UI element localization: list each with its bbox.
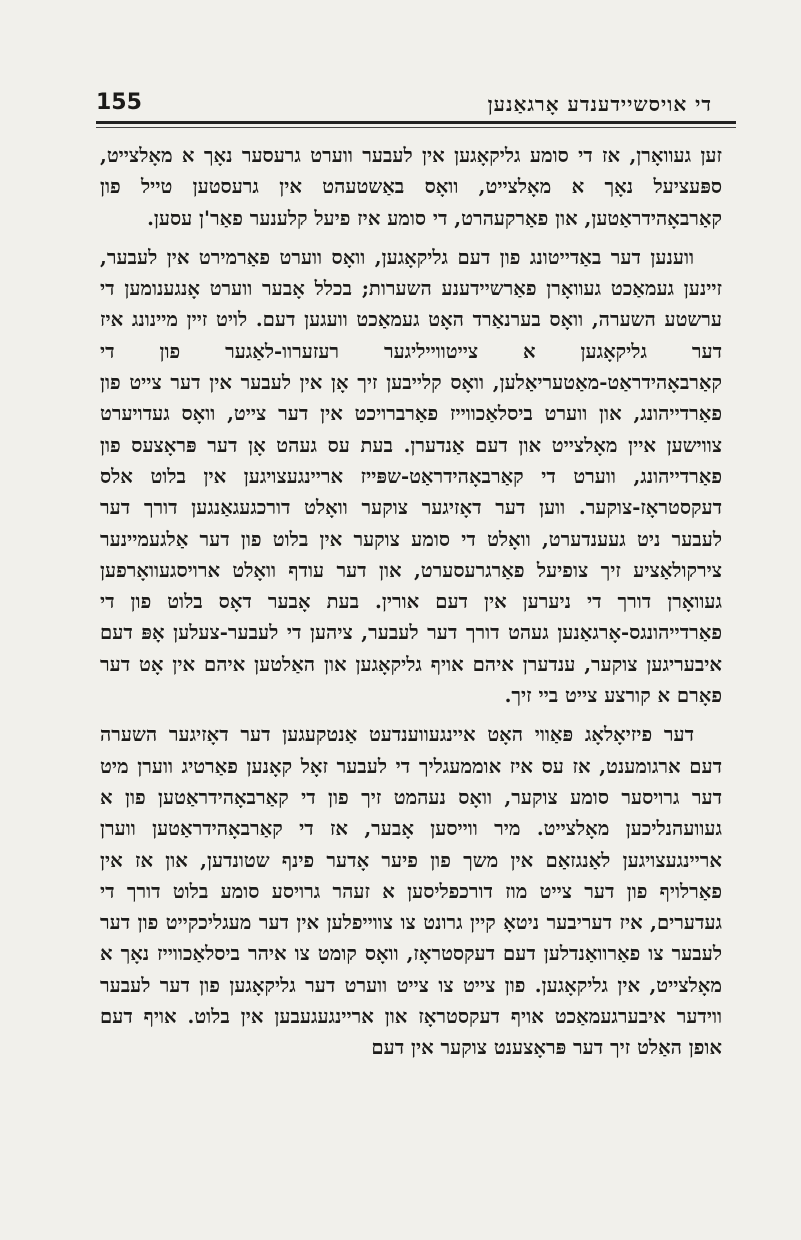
- header-rule-thin: [96, 127, 736, 128]
- paragraph: ווענען דער באַדייטונג פון דעם גליקאָגען, וואָס ווערט פאַרמירט אין לעבער, זיינען געמאַכט געוואָרן פאַרשיידענע השערות; בכלל אָבער ווערט אָנגענומען די ערשטע השערה, וואָס בערנאַרד האָט געמאַכט וועגען דעם. לויט זיין מיינונג איז דער גליקאָגען א צייטווייליגער רעזערוו-לאַגער פון די קאַרבאָהידראַט-מאַטעריאַלען, וואָס קלייבען זיך אָן אין לעבער אין דער צייט פון פאַרדייהונג, און ווערט ביסלאַכווייז פאַרברויכט אין דער צייט, וואָס געדויערט צווישען איין מאָלצייט און דעם אַנדערן. בעת עס געהט אָן דער פּראָצעס פון פאַרדייהונג, ווערט די קאַרבאָהידראַט-שפּייז אריינגעצויגען אין בלוט אלס דעקסטראָז-צוקער. ווען דער דאָזיגער צוקער וואָלט דורכגעגאַנגען דורך דער לעבער ניט געענדערט, וואָלט די סומע צוקער אין בלוט פון דער אַלגעמיינער צירקולאַציע זיך צופיעל פאַרגרעסערט, און דער עודף וואָלט ארויסגעוואָרפען געוואָרן דורך די ניערען אין דעם אורין. בעת אָבער דאָס בלוט פון די פאַרדייהונגס-אָרגאַנען געהט דורך דער לעבער, ציהען די לעבער-צעלען אָפּ דעם איבעריגען צוקער, ענדערן איהם אויף גליקאָגען און האַלטען איהם אין אָט דער פאָרם א קורצע צייט ביי זיך.: [100, 245, 722, 708]
- paragraph: דער פיזיאָלאָג פּאַווי האָט איינגעווענדעט אַנטקעגען דער דאָזיגער השערה דעם ארגומענט, אז עס איז אוממעגליך די לעבער זאָל קאָנען פאַרטיג ווערן מיט דער גרויסער סומע צוקער, וואָס נעהמט זיך פון די קאַרבאָהידראַטען פון א געוועהנליכען מאָלצייט. מיר ווייסען אָבער, אז די קאַרבאָהידראַטען ווערן אריינגעצויגען לאַנגזאַם אין משך פון פיער אָדער פינף שטונדען, און אז אין פאַרלויף פון דער צייט מוז דורכפליסען א זעהר גרויסע סומע בלוט דורך די געדערים, איז דעריבער ניטאָ קיין גרונט צו צווייפלען אין דער מעגליכקייט פון דער לעבער צו פאַרוואַנדלען דעם דעקסטראָז, וואָס קומט צו איהר ביסלאַכווייז נאָך א מאָלצייט, אין גליקאָגען. פון צייט צו צייט ווערט דער גליקאָגען פון דער לעבער ווידער איבערגעמאַכט אויף דעקסטראָז און אריינגעגעבען אין בלוט. אויף דעם אופן האַלט זיך דער פּראָצענט צוקער אין דעם: [100, 723, 722, 1060]
- page-number: 155: [96, 90, 142, 115]
- body-text: [100, 140, 722, 1072]
- header-rule: [96, 121, 736, 124]
- page-header: [96, 92, 712, 118]
- running-title: די אויסשיידענדע אָרגאַנען: [487, 92, 712, 116]
- paragraph: זען געוואָרן, אז די סומע גליקאָגען אין לעבער ווערט גרעסער נאָך א מאָלצייט, ספּעציעל נאָך א מאָלצייט, וואָס באַשטעהט אין גרעסטען טייל פון קאַרבאָהידראַטען, און פאַרקעהרט, די סומע איז פיעל קלענער פאַר'ן עסען.: [100, 144, 722, 230]
